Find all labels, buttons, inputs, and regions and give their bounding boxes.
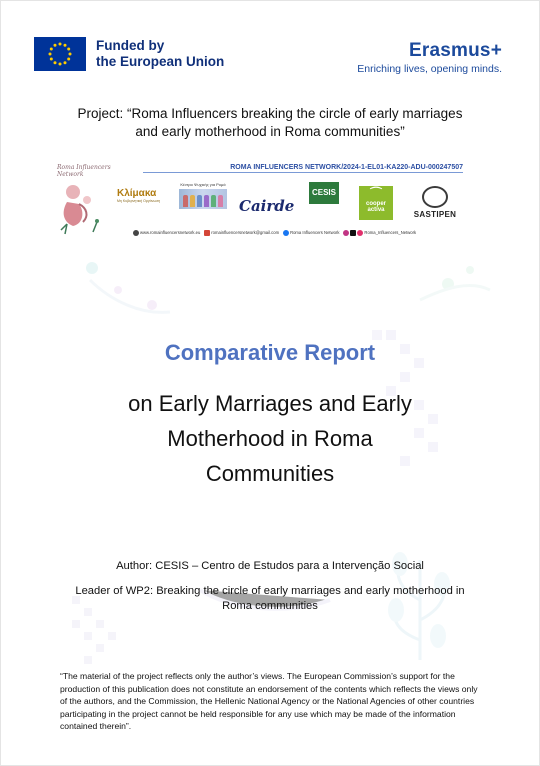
author-line: Author: CESIS – Centro de Estudos para a Intervenção Social — [116, 560, 424, 572]
disclaimer-text: “The material of the project reflects only the author’s views. The European Commission’s support for the production of this publication does not constitute an endorsement of the contents which reflects the views only of the authors, and the Commission, the Hellenic National Agency or the National Agencies of other countries participating in the project cannot be held responsible for any use which may be made of the information contained therein”. — [60, 671, 478, 731]
network-code: ROMA INFLUENCERS NETWORK/2024-1-EL01-KA220-ADU-000247507 — [143, 164, 463, 173]
eu-funding-line1: Funded by — [96, 38, 165, 53]
erasmus-title: Erasmus+ — [409, 40, 502, 61]
report-subtitle — [70, 386, 470, 491]
report-subtitle-line2: Motherhood in Roma — [167, 426, 373, 451]
eu-funding-line2: the European Union — [96, 54, 225, 69]
cooper-icon: ⌒ — [369, 186, 382, 200]
instagram-text: Roma_Influencers_Network — [364, 230, 417, 236]
network-logo-name: Roma Influencers Network — [57, 164, 111, 178]
project-title-line2: and early motherhood in Roma communities” — [135, 124, 405, 139]
erasmus-tagline: Enriching lives, opening minds. — [357, 63, 502, 75]
report-subtitle-line1: on Early Marriages and Early — [128, 391, 412, 416]
sastipen-name: SASTIPEN — [413, 210, 457, 219]
website-text: www.romainfluencersnetwork.eu — [140, 230, 201, 236]
cairde-logo: Cairde — [239, 197, 295, 215]
report-subtitle-line3: Communities — [205, 461, 335, 486]
leader-line1: Leader of WP2: Breaking the circle of early marriages and early motherhood in — [75, 585, 465, 597]
klimaka-name: Κλίμακα — [117, 188, 157, 199]
cooper-name: cooper activa — [365, 201, 386, 213]
email-text: romainfluencersnetwork@gmail.com — [211, 230, 280, 236]
project-title-line1: Project: “Roma Influencers breaking the circle of early marriages — [77, 106, 463, 121]
cesis-logo-mark: CESIS — [309, 182, 339, 204]
report-title: Comparative Report — [164, 340, 376, 365]
roma-centre-name: Κέντρο Ψυχικής για Ρομά — [180, 182, 226, 187]
klimaka-subtitle: Μη Κυβερνητική Οργάνωση — [117, 199, 161, 203]
leader-line2: Roma communities — [222, 600, 318, 612]
facebook-text: Roma Influencers Network — [290, 230, 340, 236]
work-package-leader — [40, 584, 500, 614]
